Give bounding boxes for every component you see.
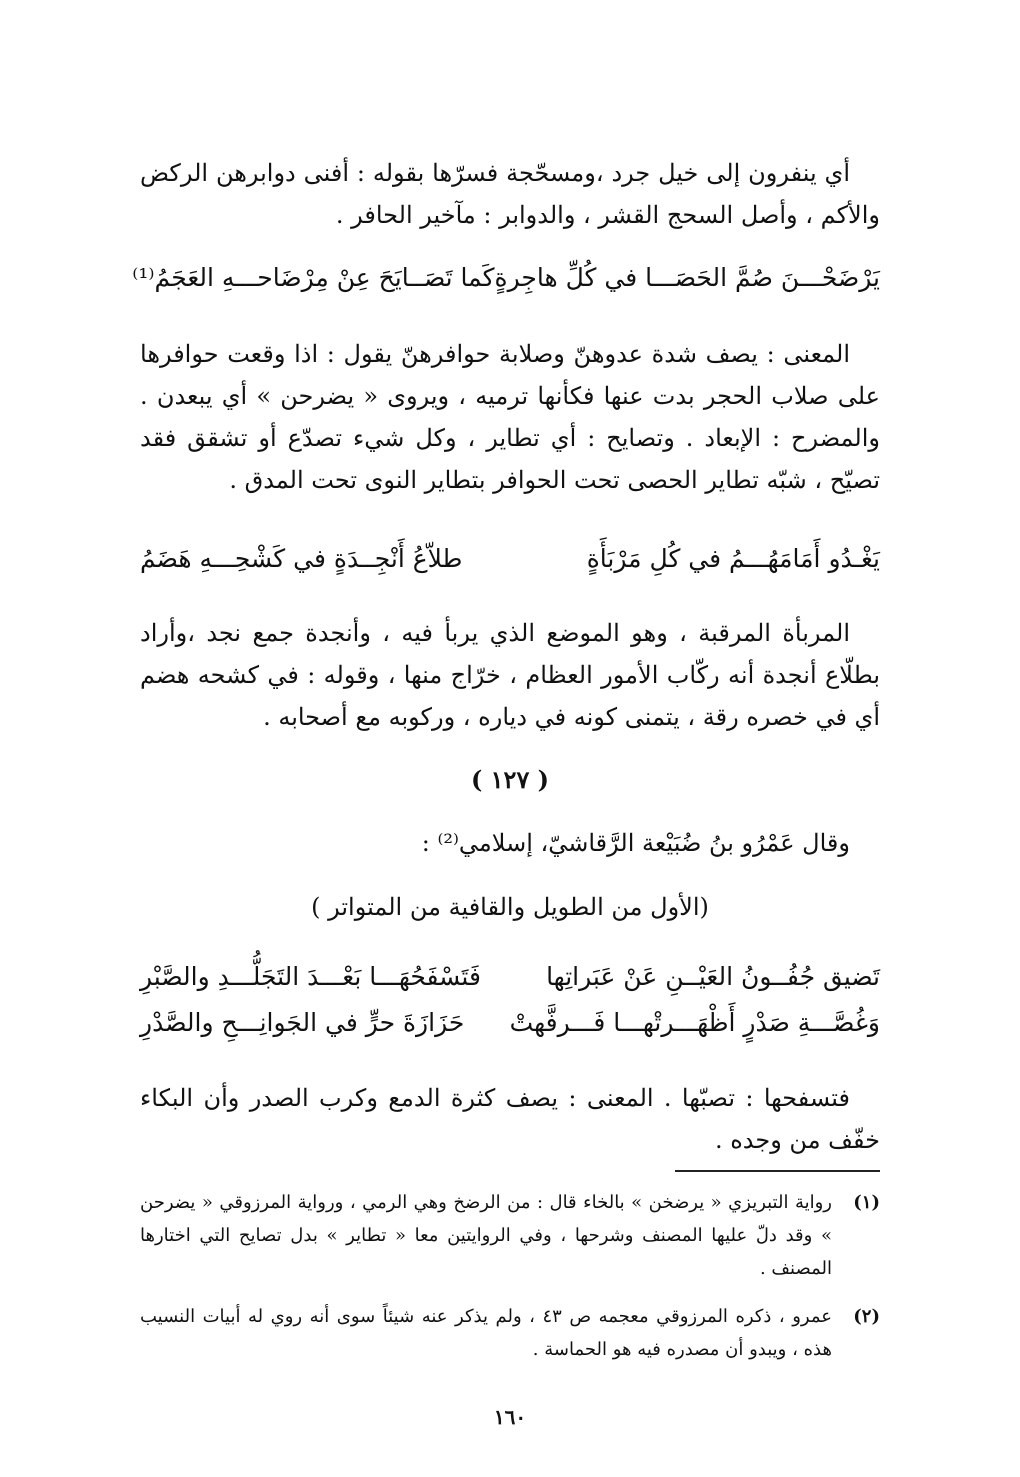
section-number: ( ١٢٧ ) (470, 765, 550, 794)
verse-3-first-hemistich: تَضيق جُفُــونُ العَيْــنِ عَنْ عَبَراتِها (546, 962, 880, 991)
footnote-separator (675, 1170, 880, 1172)
paragraph-2-text: المعنى : يصف شدة عدوهنّ وصلابة حوافرهنّ يقول : اذا وقعت حوافرها على صلاب الحجر بدت عنها فكأنها ترميه ، ويروى « يضرحن » أي يبعدن . والمضرح : الإبعاد . وتصايح : أي تطاير ، وكل شيء تصدّع أو تشقق فقد تصيّح ، شبّه تطاير الحصى تحت الحوافر بتطاير النوى تحت المدق . (140, 340, 880, 494)
page-number: ١٦٠ (493, 1405, 527, 1429)
footnote-1 (140, 1186, 880, 1285)
verse-2-second-hemistich: طلاّعُ أَنْجِــدَةٍ في كَشْحِـــهِ هَضَمُ (140, 544, 463, 573)
verse-2 (140, 544, 880, 573)
poet-intro-text: وقال عَمْرُو بنُ ضُبَيْعة الرَّقاشيّ، إسلامي⁽²⁾ : (421, 829, 850, 857)
paragraph-1-text: أي ينفرون إلى خيل جرد ،ومسحّجة فسرّها بقوله : أفنى دوابرهن الركض والأكم ، وأصل السحج القشر ، والدوابر : مآخير الحافر . (140, 159, 880, 229)
verse-2-first-hemistich: يَغْـدُو أَمَامَهُـــمُ في كُلِ مَرْبَأَةٍ (586, 544, 880, 573)
verse-3 (140, 962, 880, 991)
verse-1-second-hemistich: كَما تَصَــايَحَ عِنْ مِرْضَاحـــهِ العَجَمُ⁽¹⁾ (132, 263, 495, 292)
paragraph-4 (140, 1077, 880, 1161)
paragraph-3 (140, 612, 880, 738)
footnote-2-text: عمرو ، ذكره المرزوقي معجمه ص ٤٣ ، ولم يذكر عنه شيئاً سوى أنه روي له أبيات النسيب هذه ، ويبدو أن مصدره فيه هو الحماسة . (140, 1306, 832, 1360)
paragraph-4-text: فتسفحها : تصبّها . المعنى : يصف كثرة الدمع وكرب الصدر وأن البكاء خفّف من وجده . (140, 1084, 880, 1154)
paragraph-1 (140, 152, 880, 236)
verse-1-first-hemistich: يَرْضَحْـــنَ صُمَّ الحَصَـــا في كُلِّ هاجِرةٍ (494, 263, 880, 292)
verse-1 (132, 263, 880, 292)
footnote-2 (140, 1300, 880, 1366)
paragraph-2 (140, 333, 880, 501)
paragraph-3-text: المربأة المرقبة ، وهو الموضع الذي يربأ فيه ، وأنجدة جمع نجد ،وأراد بطلّاع أنجدة أنه ركّاب الأمور العظام ، خرّاج منها ، وقوله : في كشحه هضم أي في خصره رقة ، يتمنى كونه في دياره ، وركوبه مع أصحابه . (140, 619, 880, 731)
meter-line: (الأول من الطويل والقافية من المتواتر ) (311, 893, 709, 921)
poet-intro (140, 822, 880, 864)
verse-4-first-hemistich: وَغُصَّـــةِ صَدْرٍ أَظْهَـــرتْهـــا فَـــرفَّهتْ (509, 1008, 880, 1037)
verse-4-second-hemistich: حَزَازَةَ حرٍّ في الجَوانِـــحِ والصَّدْرِ (140, 1008, 465, 1037)
verse-3-second-hemistich: فَتَسْفَحُهَـــا بَعْـــدَ التَجَلُّـــدِ والصَّبْرِ (140, 962, 481, 991)
footnote-2-number: (٢) (853, 1306, 880, 1327)
verse-4 (140, 1008, 880, 1037)
footnote-1-number: (١) (853, 1192, 880, 1213)
footnote-1-text: رواية التبريزي « يرضخن » بالخاء قال : من الرضخ وهي الرمي ، ورواية المرزوقي « يضرحن » وقد دلّ عليها المصنف وشرحها ، وفي الروايتين معا « تطاير » بدل تصايح التي اختارها المصنف . (140, 1192, 832, 1279)
